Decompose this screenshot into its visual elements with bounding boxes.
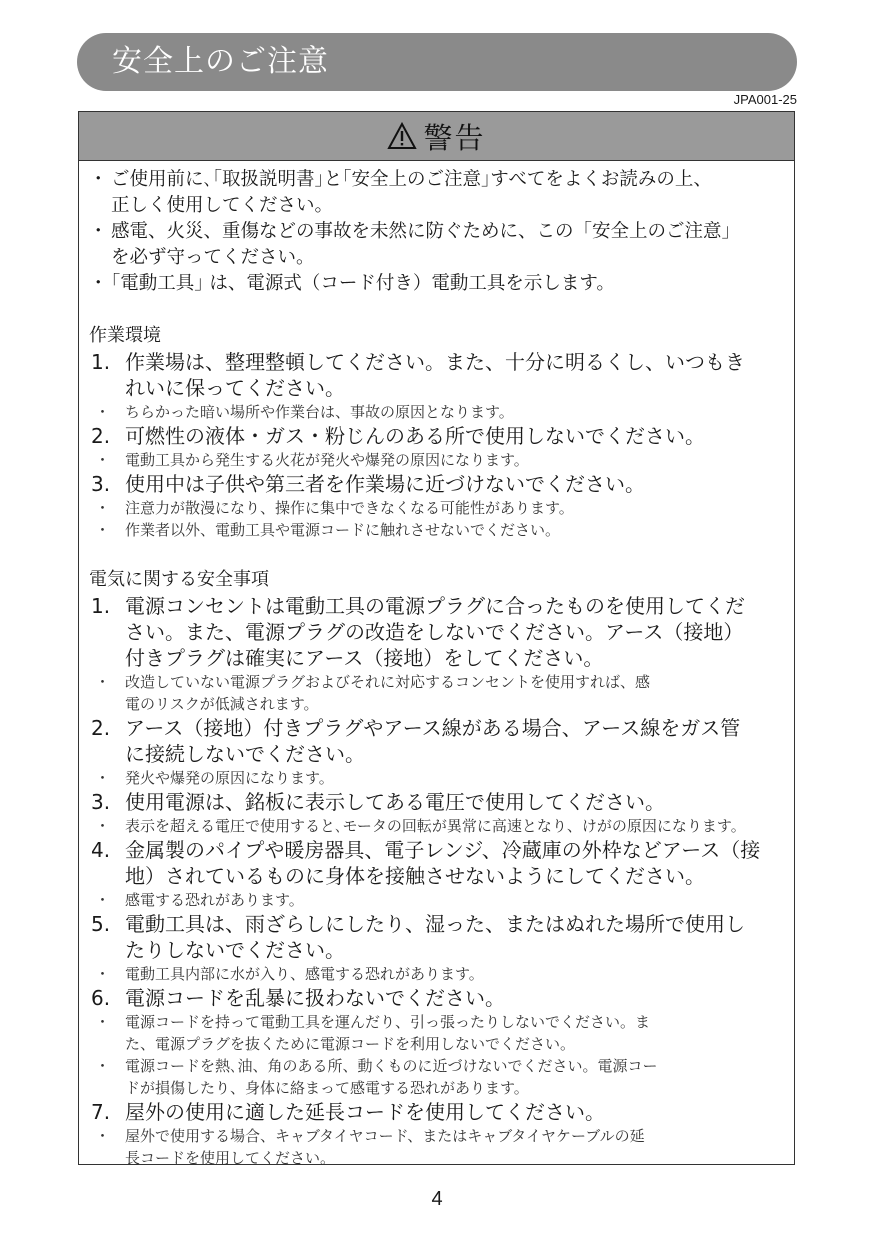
- intro-line: ・ ご使用前に､｢取扱説明書｣と｢安全上のご注意｣すべてをよくお読みの上、: [89, 167, 786, 193]
- item-number: 6.: [91, 986, 111, 1010]
- numbered-item-line: 6. 電源コードを乱暴に扱わないでください。: [91, 986, 505, 1010]
- spacer: [89, 541, 786, 567]
- bullet-mark: ・: [95, 965, 111, 983]
- note-line: ・ 電源コードを熱､油、角のある所、動くものに近づけないでください。電源コー: [95, 1057, 658, 1075]
- note-line: ・ 発火や爆発の原因になります。: [95, 769, 334, 787]
- bullet-mark: ・: [95, 521, 111, 539]
- item-number: 4.: [91, 838, 111, 862]
- note-line: ・ 電源コードを持って電動工具を運んだり、引っ張ったりしないでください。ま: [95, 1013, 651, 1031]
- note-line: た、電源プラグを抜くために電源コードを利用しないでください。: [125, 1035, 576, 1053]
- item-number: 5.: [91, 912, 111, 936]
- item-number: 7.: [91, 1100, 111, 1124]
- note-line: ・ 表示を超える電圧で使用すると､モータの回転が異常に高速となり、けがの原因になります。: [95, 817, 746, 835]
- note-line: ・ 電動工具から発生する火花が発火や爆発の原因になります。: [95, 451, 529, 469]
- warning-triangle-icon: [387, 122, 417, 150]
- bullet-mark: ・: [89, 221, 108, 242]
- bullet-mark: ・: [95, 403, 111, 421]
- numbered-item-line: さい。また、電源プラグの改造をしないでください。アース（接地）: [125, 620, 744, 644]
- note-line: ・ 作業者以外、電動工具や電源コードに触れさせないでください。: [95, 521, 561, 539]
- numbered-item-line: に接続しないでください。: [125, 742, 365, 766]
- bullet-mark: ・: [95, 1057, 111, 1075]
- bullet-mark: ・: [95, 1127, 111, 1145]
- document-code: JPA001-25: [733, 92, 797, 107]
- note-line: ・ ちらかった暗い場所や作業台は、事故の原因となります。: [95, 403, 514, 421]
- intro-line: 正しく使用してください。: [111, 195, 334, 216]
- numbered-item-line: 地）されているものに身体を接触させないようにしてください。: [125, 864, 705, 888]
- note-line: ・ 電動工具内部に水が入り、感電する恐れがあります。: [95, 965, 484, 983]
- item-number: 2.: [91, 424, 111, 448]
- item-number: 3.: [91, 472, 111, 496]
- numbered-item-line: 3. 使用電源は、銘板に表示してある電圧で使用してください。: [91, 790, 665, 814]
- numbered-item-line: 1. 電源コンセントは電動工具の電源プラグに合ったものを使用してくだ: [91, 594, 745, 618]
- note-line: ・ 感電する恐れがあります。: [95, 891, 304, 909]
- numbered-item-line: 2. アース（接地）付きプラグやアース線がある場合、アース線をガス管: [91, 716, 741, 740]
- item-number: 1.: [91, 350, 111, 374]
- warning-header: [79, 112, 794, 161]
- bullet-mark: ・: [95, 1013, 111, 1031]
- numbered-item-line: 1. 作業場は、整理整頓してください。また、十分に明るくし、いつもき: [91, 350, 745, 374]
- section-title: 電気に関する安全事項: [89, 569, 269, 590]
- numbered-item-line: 3. 使用中は子供や第三者を作業場に近づけないでください。: [91, 472, 645, 496]
- page-number: 4: [431, 1188, 443, 1210]
- intro-line: ・ ｢電動工具｣ は、電源式（コード付き）電動工具を示します。: [89, 271, 786, 297]
- note-line: 長コードを使用してください。: [125, 1149, 336, 1167]
- item-number: 1.: [91, 594, 111, 618]
- numbered-item-line: 2. 可燃性の液体・ガス・粉じんのある所で使用しないでください。: [91, 424, 705, 448]
- numbered-item-line: 4. 金属製のパイプや暖房器具、電子レンジ、冷蔵庫の外枠などアース（接: [91, 838, 761, 862]
- bullet-mark: ・: [89, 273, 108, 294]
- bullet-mark: ・: [95, 499, 111, 517]
- header-bar: [77, 33, 797, 91]
- bullet-mark: ・: [95, 817, 111, 835]
- numbered-item-line: 5. 電動工具は、雨ざらしにしたり、湿った、またはぬれた場所で使用し: [91, 912, 745, 936]
- intro-line: を必ず守ってください。: [111, 247, 315, 268]
- warning-content: [89, 167, 786, 1169]
- item-number: 2.: [91, 716, 111, 740]
- section-title: 作業環境: [89, 325, 161, 346]
- bullet-mark: ・: [89, 169, 108, 190]
- intro-line: ・ 感電、火災、重傷などの事故を未然に防ぐために、この「安全上のご注意」: [89, 219, 786, 245]
- warning-box: [78, 111, 795, 1165]
- note-line: 電のリスクが低減されます。: [125, 695, 319, 713]
- numbered-item-line: れいに保ってください。: [125, 376, 345, 400]
- note-line: ・ 改造していない電源プラグおよびそれに対応するコンセントを使用すれば、感: [95, 673, 651, 691]
- numbered-item-line: たりしないでください。: [125, 938, 345, 962]
- note-line: ドが損傷したり、身体に絡まって感電する恐れがあります。: [125, 1079, 529, 1097]
- spacer: [89, 297, 786, 323]
- item-number: 3.: [91, 790, 111, 814]
- numbered-item-line: 7. 屋外の使用に適した延長コードを使用してください。: [91, 1100, 605, 1124]
- numbered-item-line: 付きプラグは確実にアース（接地）をしてください。: [125, 646, 604, 670]
- bullet-mark: ・: [95, 673, 111, 691]
- warning-title: 警告: [423, 120, 486, 155]
- note-line: ・ 注意力が散漫になり、操作に集中できなくなる可能性があります。: [95, 499, 574, 517]
- bullet-mark: ・: [95, 769, 111, 787]
- bullet-mark: ・: [95, 451, 111, 469]
- note-line: ・ 屋外で使用する場合、キャブタイヤコード、またはキャブタイヤケーブルの延: [95, 1127, 645, 1145]
- page-title: 安全上のご注意: [112, 44, 329, 79]
- bullet-mark: ・: [95, 891, 111, 909]
